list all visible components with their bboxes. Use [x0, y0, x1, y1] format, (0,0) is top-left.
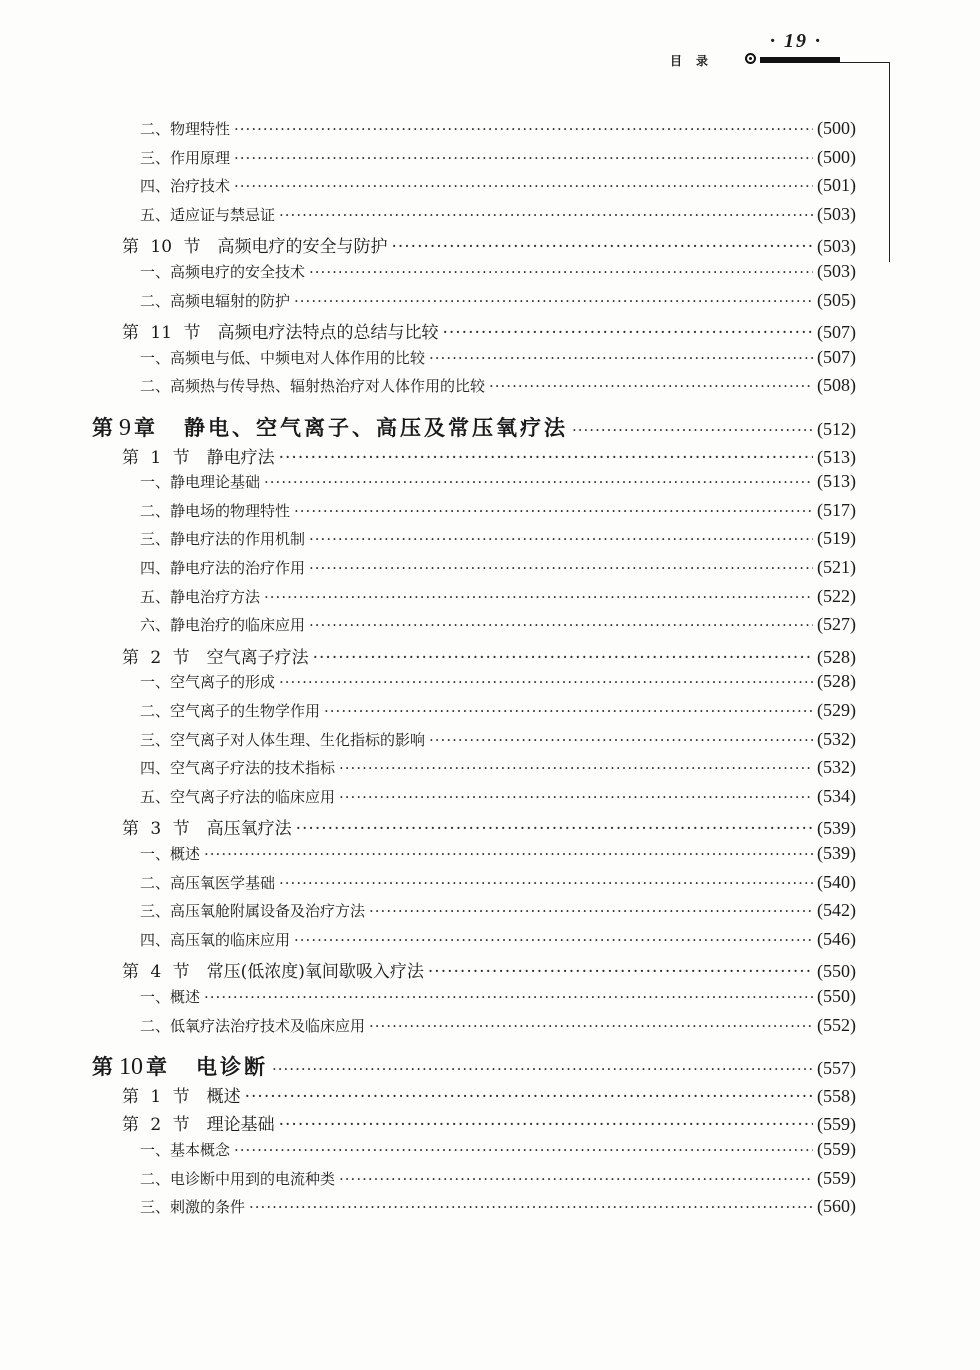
toc-entry-title: 二、低氧疗法治疗技术及临床应用 [140, 1016, 366, 1035]
dot-leader [369, 1017, 813, 1035]
toc-entry-title [92, 412, 568, 442]
toc-page-number: (503) [817, 261, 856, 281]
dot-leader [272, 1060, 813, 1078]
toc-entry-title: 一、高频电与低、中频电对人体作用的比较 [140, 348, 426, 367]
chapter-title: 电诊断 [196, 1054, 268, 1080]
dot-leader [204, 845, 813, 863]
toc-entry-title: 二、高频电辐射的防护 [140, 291, 291, 310]
toc-page-number: (546) [817, 928, 856, 949]
dot-leader [339, 759, 813, 777]
toc-page-number: (550) [817, 961, 856, 982]
toc-item-row [140, 786, 856, 807]
toc-entry-title: 二、物理特性 [140, 120, 231, 138]
dot-leader [294, 502, 813, 520]
toc-page-number: (550) [817, 986, 856, 1006]
toc-item-row [140, 1015, 856, 1036]
toc-page-number: (557) [817, 1058, 856, 1079]
toc-item-row [140, 375, 856, 396]
toc-chapter-row [92, 1051, 856, 1081]
dot-leader [489, 377, 813, 395]
dot-leader [428, 962, 813, 982]
toc-page-number: (500) [817, 146, 856, 167]
toc-page-number: (521) [817, 557, 856, 577]
dot-leader [245, 1087, 813, 1107]
toc-entry-title: 二、电诊断中用到的电流种类 [140, 1169, 336, 1188]
toc-section-row [122, 232, 856, 257]
toc-page-number: (503) [817, 236, 856, 257]
toc-item-row [140, 1168, 856, 1189]
toc-entry-title: 一、高频电疗的安全技术 [140, 263, 306, 281]
toc-page-number: (532) [817, 728, 856, 749]
toc-entry-title: 一、概述 [140, 988, 201, 1006]
chapter-title: 静电、空气离子、高压及常压氧疗法 [184, 415, 568, 440]
toc-item-row [140, 471, 856, 492]
toc-entry-title: 三、空气离子对人体生理、生化指标的影响 [140, 730, 426, 749]
toc-item-row [140, 1139, 856, 1160]
dot-leader [309, 530, 813, 548]
toc-item-row [140, 175, 856, 196]
toc-page-number: (519) [817, 528, 856, 549]
toc-page-number: (507) [817, 346, 856, 367]
toc-entry-title: 一、基本概念 [140, 1141, 231, 1159]
toc-section-row [122, 443, 856, 468]
toc-page-number: (540) [817, 871, 856, 892]
dot-leader [234, 177, 813, 195]
dot-leader [309, 616, 813, 634]
toc-entry-title: 二、高压氧医学基础 [140, 873, 276, 892]
toc-page-number: (512) [817, 419, 856, 439]
dot-leader [442, 323, 813, 343]
dot-leader [572, 421, 813, 439]
chapter-number: 10 [119, 1054, 143, 1081]
toc-item-row [140, 757, 856, 778]
dot-leader [234, 149, 813, 167]
toc-page-number: (500) [817, 118, 856, 138]
dot-leader [339, 788, 813, 806]
dot-leader [234, 1141, 813, 1159]
toc-item-row [140, 528, 856, 549]
toc-page-number: (560) [817, 1196, 856, 1217]
side-rule [889, 62, 890, 262]
toc-entry-title: 四、高压氧的临床应用 [140, 930, 291, 949]
toc-page-number: (539) [817, 843, 856, 863]
toc-entry-title: 四、治疗技术 [140, 177, 231, 196]
chapter-number: 9 [119, 415, 131, 441]
toc-page-number: (508) [817, 375, 856, 396]
toc-item-row [140, 500, 856, 521]
toc-page-number: (558) [817, 1085, 856, 1106]
toc-page-number: (517) [817, 499, 856, 520]
toc-page-number: (542) [817, 900, 856, 921]
dot-leader [391, 237, 813, 257]
toc-page-number: (532) [817, 757, 856, 778]
dot-leader [313, 648, 813, 668]
toc-section-row [122, 957, 856, 982]
toc-page-number: (559) [817, 1114, 856, 1135]
toc-section-row [122, 814, 856, 839]
toc-page-number: (528) [817, 646, 856, 667]
page-number: · 19 · [770, 30, 822, 52]
toc-page-number: (505) [817, 289, 856, 310]
dot-leader [264, 588, 813, 606]
dot-leader [204, 988, 813, 1006]
toc-entry-title: 一、空气离子的形成 [140, 673, 276, 692]
toc-entry-title: 三、刺激的条件 [140, 1198, 246, 1217]
toc-section-row [122, 643, 856, 668]
dot-leader [294, 931, 813, 949]
dot-leader [279, 874, 813, 892]
toc-page-number: (539) [817, 818, 856, 839]
dot-leader [429, 731, 813, 749]
toc-entry-title: 二、空气离子的生物学作用 [140, 702, 321, 720]
target-bullet-icon [745, 53, 756, 64]
toc-item-row [140, 1196, 856, 1217]
header-bar [760, 57, 840, 63]
toc-item-row [140, 347, 856, 368]
dot-leader [309, 559, 813, 577]
toc-entry-title: 第 2 节 理论基础 [122, 1115, 275, 1136]
toc-entry-title: 四、静电疗法的治疗作用 [140, 559, 306, 577]
toc-entry-title: 四、空气离子疗法的技术指标 [140, 759, 336, 778]
toc-entry-title: 五、静电治疗方法 [140, 587, 261, 606]
toc-item-row [140, 700, 856, 721]
toc-entry-title: 第 3 节 高压氧疗法 [122, 819, 292, 840]
dot-leader [339, 1170, 813, 1188]
dot-leader [279, 206, 813, 224]
dot-leader [369, 902, 813, 920]
chapter-suffix: 章 [146, 1054, 170, 1080]
toc-entry-title: 三、静电疗法的作用机制 [140, 530, 306, 549]
toc-item-row [140, 290, 856, 311]
toc-entry-title: 第 10 节 高频电疗的安全与防护 [122, 237, 388, 258]
toc-item-row [140, 843, 856, 864]
toc-entry-title: 二、高频热与传导热、辐射热治疗对人体作用的比较 [140, 377, 486, 396]
toc-item-row [140, 557, 856, 578]
toc-chapter-row [92, 412, 856, 442]
dot-leader [279, 673, 813, 691]
toc-page-number: (507) [817, 322, 856, 343]
section-label: 目录 [670, 54, 723, 68]
toc-item-row [140, 729, 856, 750]
toc-entry-title: 六、静电治疗的临床应用 [140, 616, 306, 635]
dot-leader [429, 349, 813, 367]
toc-entry-title: 第 2 节 空气离子疗法 [122, 647, 309, 668]
dot-leader [309, 263, 813, 281]
toc-page-number: (529) [817, 700, 856, 720]
toc-item-row [140, 586, 856, 607]
toc-section-row [122, 1110, 856, 1135]
toc-item-row [140, 614, 856, 635]
chapter-prefix: 第 [92, 415, 116, 440]
toc-item-row [140, 900, 856, 921]
toc-section-row [122, 1082, 856, 1107]
header-rule [840, 62, 890, 63]
toc-page-number: (513) [817, 446, 856, 467]
toc-item-row [140, 872, 856, 893]
toc-item-row [140, 929, 856, 950]
chapter-prefix: 第 [92, 1054, 116, 1080]
toc-entry-title: 一、概述 [140, 845, 201, 863]
toc-item-row [140, 986, 856, 1007]
toc-page-number: (559) [817, 1139, 856, 1159]
toc-page-number: (501) [817, 175, 856, 196]
toc-item-row [140, 204, 856, 225]
toc-page-number: (534) [817, 785, 856, 806]
dot-leader [324, 702, 813, 720]
toc-page-number: (527) [817, 614, 856, 635]
toc-entry-title: 第 4 节 常压(低浓度)氧间歇吸入疗法 [122, 962, 424, 983]
chapter-suffix: 章 [134, 415, 158, 440]
dot-leader [279, 448, 813, 468]
toc-item-row [140, 118, 856, 139]
dot-leader [264, 473, 813, 491]
toc-entry-title: 五、适应证与禁忌证 [140, 205, 276, 224]
toc-item-row [140, 671, 856, 692]
toc-section-row [122, 318, 856, 343]
toc-page-number: (503) [817, 203, 856, 224]
toc-item-row [140, 147, 856, 168]
dot-leader [249, 1198, 813, 1216]
toc-page-number: (528) [817, 671, 856, 692]
toc-entry-title: 第 1 节 静电疗法 [122, 447, 275, 468]
toc-page-number: (559) [817, 1167, 856, 1188]
page-header [0, 0, 980, 100]
toc-entry-title: 三、作用原理 [140, 148, 231, 167]
toc-entry-title: 第 1 节 概述 [122, 1086, 241, 1107]
toc-entry-title: 三、高压氧舱附属设备及治疗方法 [140, 902, 366, 921]
dot-leader [279, 1115, 813, 1135]
toc-item-row [140, 261, 856, 282]
toc-page-number: (522) [817, 585, 856, 606]
toc-entry-title [92, 1051, 268, 1081]
toc-entry-title: 一、静电理论基础 [140, 473, 261, 492]
dot-leader [296, 819, 813, 839]
toc-entry-title: 第 11 节 高频电疗法特点的总结与比较 [122, 323, 439, 344]
dot-leader [294, 292, 813, 310]
toc-page-number: (513) [817, 471, 856, 492]
toc-entry-title: 五、空气离子疗法的临床应用 [140, 787, 336, 806]
toc-entry-title: 二、静电场的物理特性 [140, 501, 291, 520]
dot-leader [234, 120, 813, 138]
toc-page-number: (552) [817, 1014, 856, 1035]
